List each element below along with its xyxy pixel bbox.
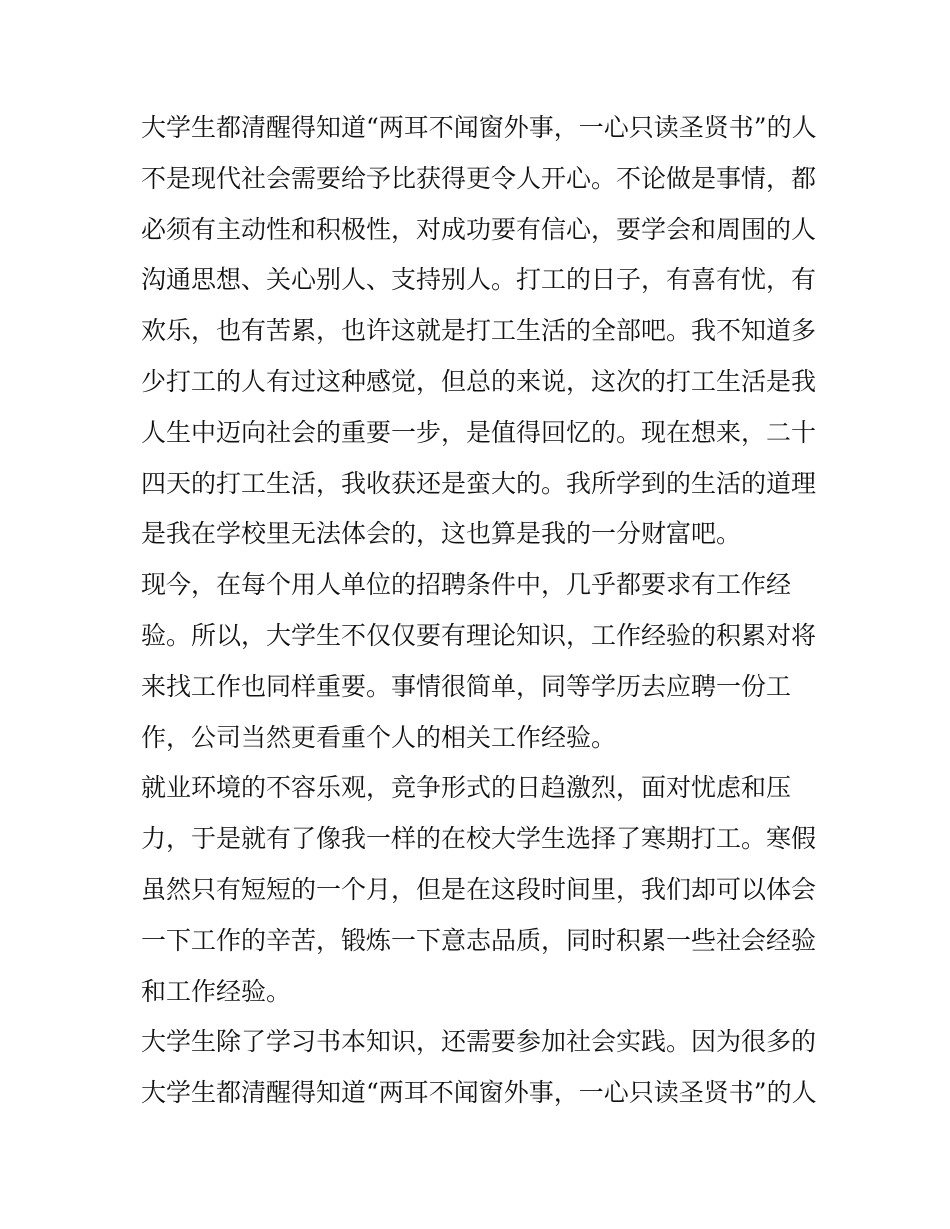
text-line: 人生中迈向社会的重要一步，是值得回忆的。现在想来，二十 — [141, 417, 817, 447]
text-line: 大学生除了学习书本知识，还需要参加社会实践。因为很多的 — [141, 1027, 817, 1057]
text-line: 虽然只有短短的一个月，但是在这段时间里，我们却可以体会 — [141, 874, 817, 904]
text-line: 不是现代社会需要给予比获得更令人开心。不论做是事情，都 — [141, 163, 817, 193]
text-line: 四天的打工生活，我收获还是蛮大的。我所学到的生活的道理 — [141, 468, 817, 498]
text-line: 现今，在每个用人单位的招聘条件中，几乎都要求有工作经 — [141, 570, 792, 600]
text-line: 欢乐，也有苦累，也许这就是打工生活的全部吧。我不知道多 — [141, 316, 817, 346]
text-line: 少打工的人有过这种感觉，但总的来说，这次的打工生活是我 — [141, 366, 817, 396]
text-line: 和工作经验。 — [141, 976, 292, 1006]
text-line: 一下工作的辛苦，锻炼一下意志品质，同时积累一些社会经验 — [141, 925, 817, 955]
text-line: 大学生都清醒得知道“两耳不闻窗外事，一心只读圣贤书”的人 — [141, 1078, 817, 1108]
text-line: 就业环境的不容乐观，竞争形式的日趋激烈，面对忧虑和压 — [141, 773, 792, 803]
text-line: 必须有主动性和积极性，对成功要有信心，要学会和周围的人 — [141, 214, 817, 244]
text-line: 验。所以，大学生不仅仅要有理论知识，工作经验的积累对将 — [141, 620, 817, 650]
text-line: 力，于是就有了像我一样的在校大学生选择了寒期打工。寒假 — [141, 824, 817, 854]
text-line: 沟通思想、关心别人、支持别人。打工的日子，有喜有忧，有 — [141, 265, 817, 295]
text-line: 是我在学校里无法体会的，这也算是我的一分财富吧。 — [141, 519, 742, 549]
text-line: 作，公司当然更看重个人的相关工作经验。 — [141, 722, 617, 752]
text-line: 大学生都清醒得知道“两耳不闻窗外事，一心只读圣贤书”的人 — [141, 113, 817, 142]
document-body — [141, 103, 821, 1119]
text-line: 来找工作也同样重要。事情很简单，同等学历去应聘一份工 — [141, 671, 792, 701]
